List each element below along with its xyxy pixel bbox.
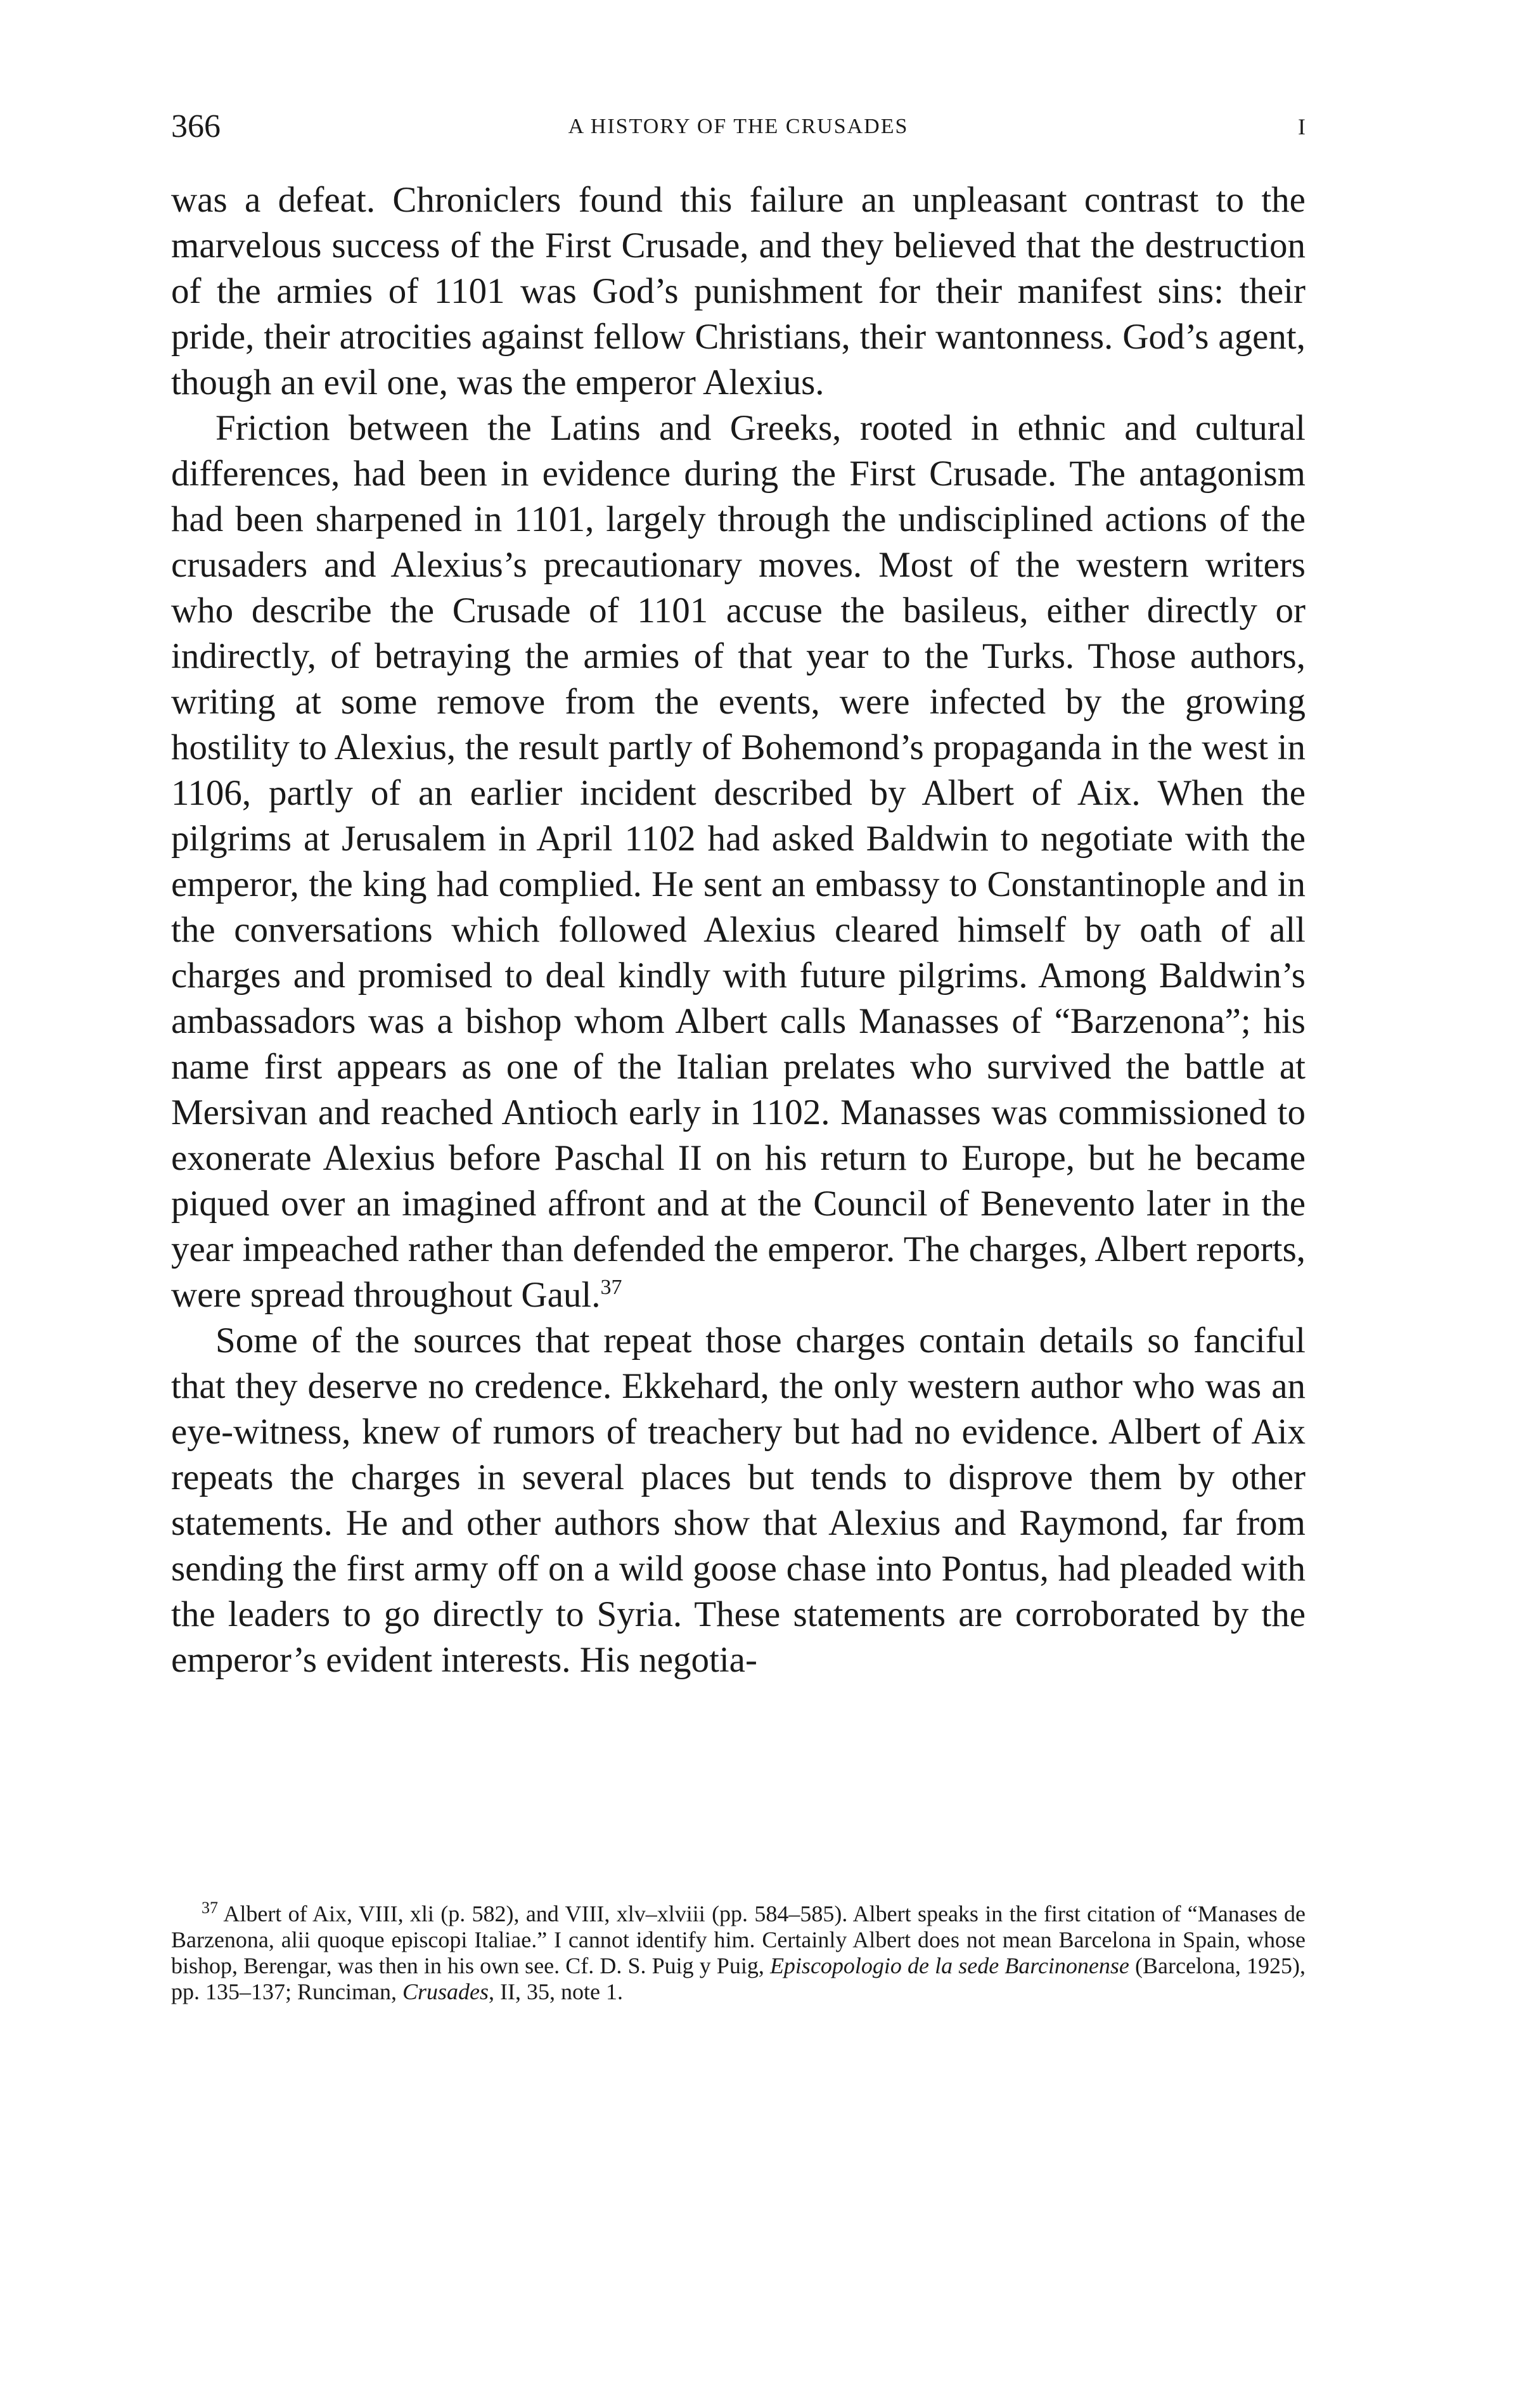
footnote-text-1: Albert of Aix, VIII, xli (p. 582), and VIII, xlv–xlviii (pp. 584–585). Albert speaks in the first citation of “Manases de Barzenona, alii quoque episcopi Italiae.” I cannot identify him. Certainly Albert does not mean Barcelona in Spain, whose bishop, Berengar, was then in his own see. Cf. D. S. Puig y Puig, <box>171 1901 1306 1978</box>
page-number: 366 <box>171 108 221 144</box>
footnote-37 <box>171 1901 1306 2005</box>
page-header <box>171 101 1306 152</box>
volume-number: I <box>1298 114 1306 139</box>
footnote-text-2: (Barcelona, 1925), pp. 135–137; Runciman, <box>171 1953 1306 2004</box>
running-head: A HISTORY OF THE CRUSADES <box>568 115 909 138</box>
footnote-title-episcopologio: Episcopologio de la sede Barcinonense <box>769 1953 1129 1978</box>
footnote-reference: 37 <box>600 1276 622 1299</box>
main-text <box>171 177 1306 1683</box>
paragraph-3: Some of the sources that repeat those charges contain details so fanciful that they deserve no credence. Ekkehard, the only western author who was an eye-witness, knew of rumors of treachery but had no evidence. Albert of Aix repeats the charges in several places but tends to disprove them by other statements. He and other authors show that Alexius and Raymond, far from sending the first army off on a wild goose chase into Pontus, had pleaded with the leaders to go directly to Syria. These statements are corroborated by the emperor’s evident interests. His negotia- <box>171 1321 1306 1680</box>
footnote-number: 37 <box>202 1899 218 1917</box>
footnote-text-3: , II, 35, note 1. <box>489 1979 623 2004</box>
paragraph-1: was a defeat. Chroniclers found this failure an unpleasant contrast to the marvelous success of the First Crusade, and they believed that the destruction of the armies of 1101 was God’s punishment for their manifest sins: their pride, their atrocities against fellow Christians, their wantonness. God’s agent, though an evil one, was the emperor Alexius. <box>171 180 1306 402</box>
paragraph-2-text: Friction between the Latins and Greeks, rooted in ethnic and cultural differences, had been in evidence during the First Crusade. The antagonism had been sharpened in 1101, largely through the undisciplined actions of the crusaders and Alexius’s precautionary moves. Most of the western writers who describe the Crusade of 1101 accuse the basileus, either directly or indirectly, of betraying the armies of that year to the Turks. Those authors, writing at some remove from the events, were infected by the growing hostility to Alexius, the result partly of Bohemond’s propaganda in the west in 1106, partly of an earlier incident described by Albert of Aix. When the pilgrims at Jerusalem in April 1102 had asked Baldwin to negotiate with the emperor, the king had complied. He sent an embassy to Constantinople and in the conversations which followed Alexius cleared himself by oath of all charges and promised to deal kindly with future pilgrims. Among Baldwin’s ambassadors was a bishop whom Albert calls Manasses of “Barzenona”; his name first appears as one of the Italian prelates who survived the battle at Mersivan and reached Antioch early in 1102. Manasses was commissioned to exonerate Alexius before Paschal II on his return to Europe, but he became piqued over an imagined affront and at the Council of Benevento later in the year impeached rather than defended the emperor. The charges, Albert reports, were spread throughout Gaul. <box>171 408 1306 1315</box>
footnotes <box>171 1901 1306 2005</box>
footnote-title-crusades: Crusades <box>402 1979 489 2004</box>
paragraph-2 <box>171 406 1306 1318</box>
